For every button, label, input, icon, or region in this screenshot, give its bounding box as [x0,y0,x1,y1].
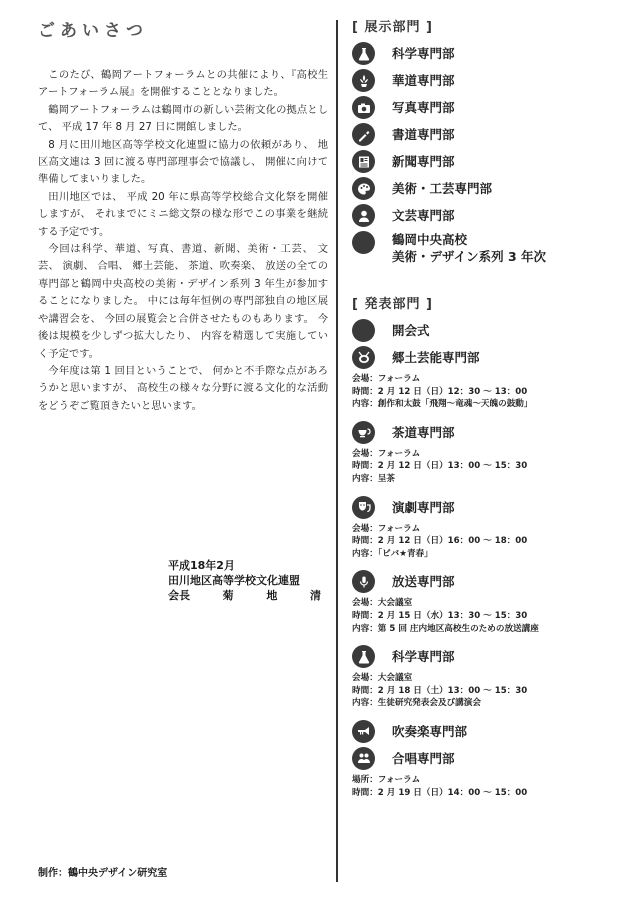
perform-item [352,494,632,521]
exhibit-school-course: 美術・デザイン系列 3 年次 [392,249,547,264]
greeting-paragraph: 田川地区では、 平成 20 年に県高等学校総合文化祭を開催しますが、 それまでにミニ総文祭の様な形でこの事業を継続する予定です。 [38,190,328,238]
choir-icon [352,747,375,770]
program-section [352,16,632,799]
writer-icon [352,204,375,227]
theater-icon [352,496,375,519]
credit-line: 制作：鶴中央デザイン研究室 [38,868,168,879]
perform-item [352,643,632,670]
venue-text: 会場：フォーラム [352,523,421,534]
exhibit-heading: [ 展示部門 ] [352,20,433,35]
exhibit-item-label: 写真専門部 [392,100,455,115]
exhibit-item [352,67,632,94]
perform-item-label: 開会式 [392,323,430,338]
greeting-title: ごあいさつ [38,21,148,41]
perform-item-label: 吹奏楽専門部 [392,723,468,739]
broadcast-icon [352,570,375,593]
perform-item-label: 科学専門部 [392,649,455,665]
exhibit-item [352,202,632,229]
calligraphy-brush-icon [352,123,375,146]
greeting-paragraph: 今年度は第 1 回目ということで、 何かと不手際な点があろうかと思いますが、 高校生の様々な分野に渡る文化的な活動をどうぞご覧頂きたいと思います。 [38,364,328,412]
signature-name [168,588,321,603]
perform-details [352,373,632,411]
content-text: 内容：創作和太鼓「飛翔～竜魂～天魄の鼓動」 [352,399,533,410]
perform-details [352,523,632,561]
perform-item [352,568,632,595]
signature-name-char: 菊 [222,589,234,602]
perform-details [352,597,632,635]
exhibit-item [352,40,632,67]
perform-details [352,448,632,486]
venue-text: 場所：フォーラム [352,774,421,785]
greeting-paragraph: 今回は科学、華道、写真、書道、新聞、美術・工芸、 文芸、 演劇、 合唱、 郷土芸能、 茶道、吹奏楽、 放送の全ての専門部と鶴岡中央高校の美術・デザイン系列 3 年生が参加することになりました。 中には毎年恒例の専門部独自の地区展や講習会を、 今回の展覧会と合併させたものもあります。 今後は規模を少しずつ拡大したり、 内容を精選して実施していく予定です。 [38,243,328,360]
content-text: 内容：「ビバ★青春」 [352,548,433,559]
perform-item-label: 放送専門部 [392,574,455,590]
exhibit-item-label: 科学専門部 [392,46,455,61]
time-text: 時間：2 月 18 日（土）13：00 ～ 15：30 [352,685,528,696]
perform-item [352,317,632,344]
exhibit-item-label: 文芸専門部 [392,208,455,223]
perform-details [352,774,632,799]
exhibit-item [352,175,632,202]
perform-item [352,419,632,446]
exhibit-item [352,148,632,175]
time-text: 時間：2 月 19 日（日）14：00 ～ 15：00 [352,787,528,798]
greeting-paragraph: 鶴岡アートフォーラムは鶴岡市の新しい芸術文化の拠点として、 平成 17 年 8 月 27 日に開館しました。 [38,103,328,134]
newspaper-icon [352,150,375,173]
signature-block [168,558,321,603]
science-icon [352,645,375,668]
perform-item [352,718,632,745]
exhibit-item [352,94,632,121]
science-icon [352,42,375,65]
time-text: 時間：2 月 12 日（日）16：00 ～ 18：00 [352,536,528,547]
perform-item-label: 演劇専門部 [392,499,455,515]
perform-item-label: 合唱専門部 [392,750,455,766]
greeting-paragraph: このたび、鶴岡アートフォーラムとの共催により、『高校生アートフォーラム展』を開催することとなりました。 [38,69,328,99]
venue-text: 会場：フォーラム [352,448,421,459]
exhibit-item-label: 書道専門部 [392,127,455,142]
exhibit-item-label: 華道専門部 [392,73,455,88]
perform-item [352,344,632,371]
taiko-drum-icon [352,346,375,369]
venue-text: 会場：大会議室 [352,673,413,684]
perform-item-label: 郷土芸能専門部 [392,350,480,365]
content-text: 内容：生徒研究発表会及び講演会 [352,698,481,709]
exhibit-item [352,121,632,148]
greeting-section [38,16,328,415]
ikebana-icon [352,69,375,92]
perform-details [352,672,632,710]
content-text: 内容：呈茶 [352,473,395,484]
blank-circle-icon [352,231,375,254]
tea-bowl-icon [352,421,375,444]
column-divider [336,20,338,882]
signature-name-char: 地 [266,589,278,602]
signature-name-char: 清 [309,589,321,602]
greeting-paragraph: 8 月に田川地区高等学校文化連盟に協力の依頼があり、 地区高文連は 3 回に渡る専門部理事会で協議し、 開催に向けて準備してまいりました。 [38,138,328,186]
blank-circle-icon [352,319,375,342]
signature-date: 平成18年2月 [168,559,235,572]
perform-item [352,745,632,772]
time-text: 時間：2 月 12 日（日）12：30 ～ 13：00 [352,386,528,397]
signature-org: 田川地区高等学校文化連盟 [168,574,300,587]
palette-icon [352,177,375,200]
exhibit-item-label: 新聞専門部 [392,154,455,169]
time-text: 時間：2 月 15 日（水）13：30 ～ 15：30 [352,610,528,621]
exhibit-school-name: 鶴岡中央高校 [392,232,468,247]
venue-text: 会場：大会議室 [352,598,413,609]
exhibit-item-label: 美術・工芸専門部 [392,181,493,196]
exhibit-item [352,229,632,277]
perform-item-label: 茶道専門部 [392,424,455,440]
trumpet-icon [352,720,375,743]
signature-role: 会長 [168,589,190,602]
camera-icon [352,96,375,119]
perform-heading: [ 発表部門 ] [352,297,433,312]
venue-text: 会場：フォーラム [352,374,421,384]
content-text: 内容：第 5 回 庄内地区高校生のための放送講座 [352,623,539,634]
time-text: 時間：2 月 12 日（日）13：00 ～ 15：30 [352,461,528,472]
exhibit-item-label [392,231,546,265]
